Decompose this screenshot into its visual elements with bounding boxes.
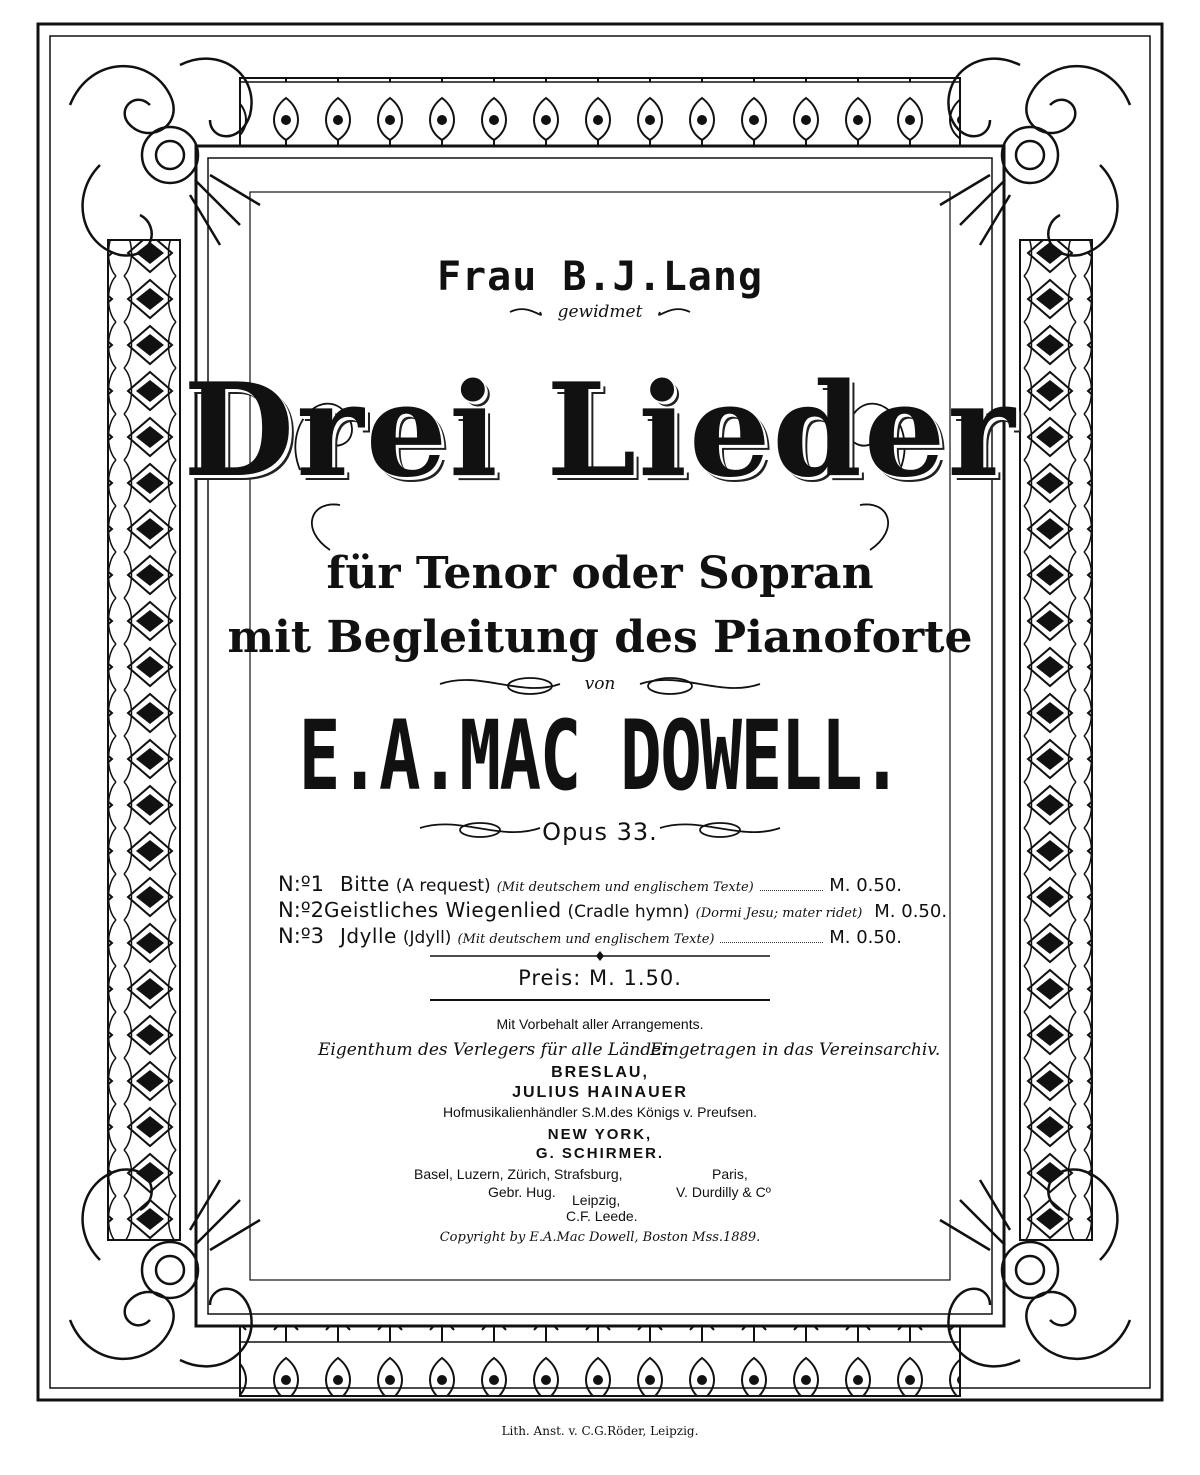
- song-row: [278, 924, 902, 950]
- dedication-word: gewidmet: [557, 302, 643, 322]
- agent-city-paris: Paris,: [712, 1166, 748, 1182]
- song-price: M. 0.50.: [829, 875, 902, 896]
- page-title: Drei Lieder: [183, 356, 1017, 506]
- song-price: M. 0.50.: [829, 927, 902, 948]
- song-number: N:º2: [278, 898, 325, 922]
- agent-durdilly: V. Durdilly & Cº: [676, 1184, 771, 1200]
- total-price: Preis: M. 1.50.: [518, 966, 682, 990]
- agent-name-schirmer: G. SCHIRMER.: [535, 1145, 665, 1162]
- song-title: Geistliches Wiegenlied: [324, 898, 562, 922]
- leader-dots: [720, 942, 823, 943]
- voice-subtitle: für Tenor oder Sopran: [326, 548, 874, 599]
- rights-notice: Mit Vorbehalt aller Arrangements.: [496, 1016, 704, 1032]
- song-english-title: (Cradle hymn): [567, 902, 690, 922]
- song-note: (Mit deutschem und englischem Texte): [496, 880, 754, 895]
- copyright-notice: Copyright by E.A.Mac Dowell, Boston Mss.1889.: [439, 1230, 761, 1245]
- publisher-name: JULIUS HAINAUER: [512, 1084, 688, 1101]
- song-title: Jdylle: [340, 924, 397, 948]
- song-note: (Dormi Jesu; mater ridet): [695, 906, 863, 921]
- leader-dots: [760, 890, 823, 891]
- agent-city-leipzig: Leipzig,: [572, 1192, 621, 1208]
- lithographer-credit: Lith. Anst. v. C.G.Röder, Leipzig.: [501, 1424, 699, 1438]
- agent-gebr-hug: Gebr. Hug.: [488, 1184, 556, 1200]
- composer-name: E.A.MAC DOWELL.: [298, 700, 902, 812]
- registration-notice: Eingetragen in das Vereinsarchiv.: [650, 1040, 941, 1060]
- song-price: M. 0.50.: [874, 901, 948, 922]
- property-notice: Eigenthum des Verlegers für alle Länder.: [318, 1040, 673, 1060]
- song-english-title: (Jdyll): [402, 928, 452, 948]
- von-label: von: [584, 674, 616, 694]
- accompaniment-subtitle: mit Begleitung des Pianoforte: [227, 612, 973, 663]
- publisher-title: Hofmusikalienhändler S.M.des Königs v. Preufsen.: [442, 1104, 758, 1120]
- agent-leede: C.F. Leede.: [566, 1208, 638, 1224]
- opus-number: Opus 33.: [542, 818, 658, 846]
- song-row: [278, 898, 948, 924]
- song-english-title: (A request): [395, 876, 491, 896]
- song-number: N:º3: [278, 924, 325, 948]
- dedicatee-name: Frau B.J.Lang: [436, 254, 764, 300]
- song-note: (Mit deutschem und englischem Texte): [457, 932, 715, 947]
- publisher-city: BRESLAU,: [551, 1064, 649, 1081]
- song-number: N:º1: [278, 872, 325, 896]
- song-row: [278, 872, 902, 898]
- agent-city-newyork: NEW YORK,: [547, 1126, 653, 1143]
- song-title: Bitte: [340, 872, 390, 896]
- agents-swiss-cities: Basel, Luzern, Zürich, Strafsburg,: [414, 1166, 623, 1182]
